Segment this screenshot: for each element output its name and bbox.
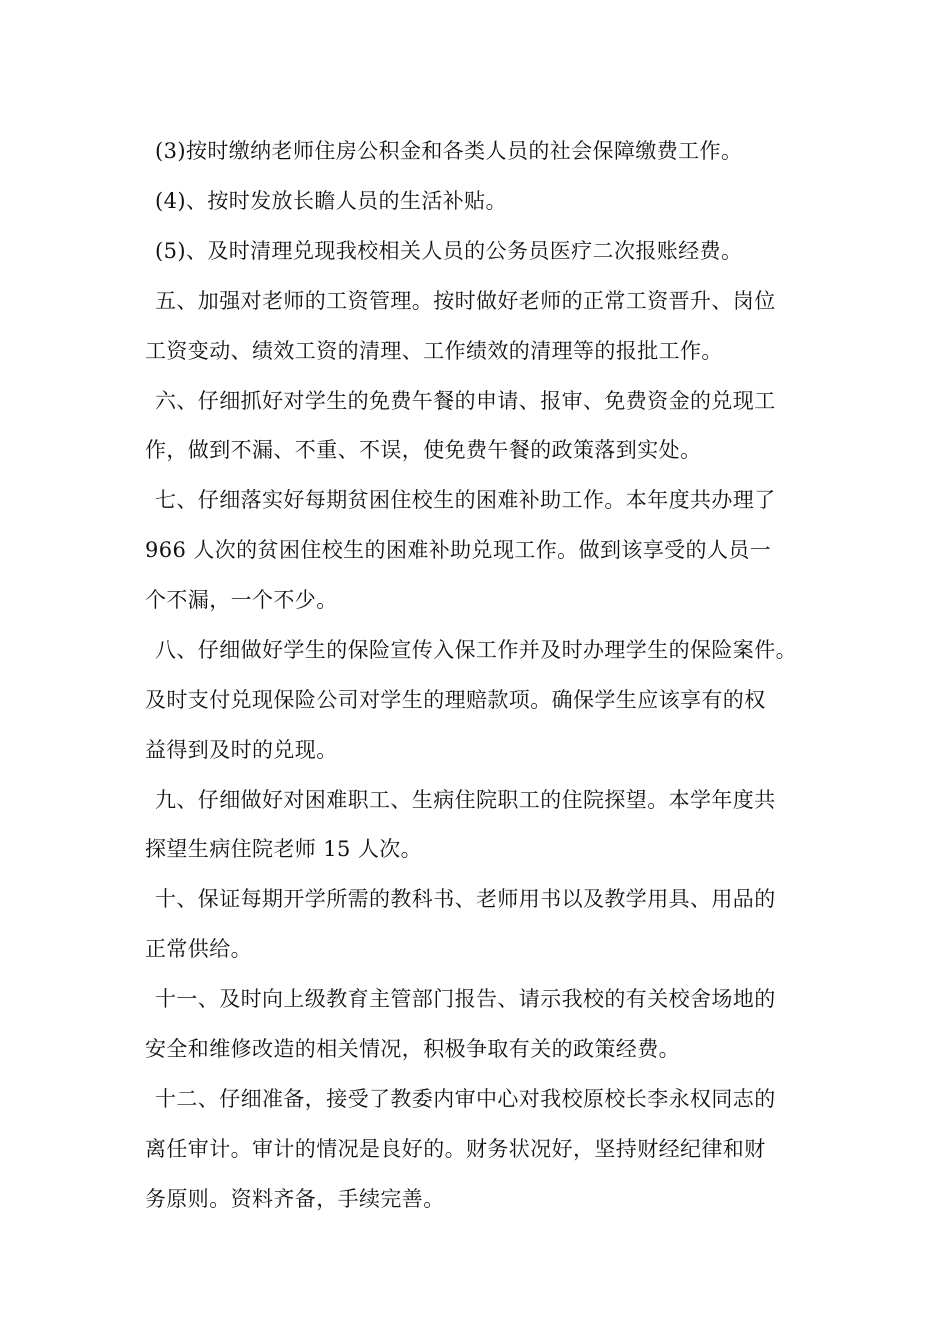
text-line-20: 十二、仔细准备，接受了教委内审中心对我校原校长李永权同志的 [155, 1087, 776, 1111]
text-line-18: 十一、及时向上级教育主管部门报告、请示我校的有关校舍场地的 [155, 987, 776, 1011]
text-line-12: 及时支付兑现保险公司对学生的理赔款项。确保学生应该享有的权 [145, 688, 766, 712]
text-line-8: 七、仔细落实好每期贫困住校生的困难补助工作。本年度共办理了 [155, 488, 776, 512]
text-line-1: (3)按时缴纳老师住房公积金和各类人员的社会保障缴费工作。 [155, 139, 743, 163]
text-line-21: 离任审计。审计的情况是良好的。财务状况好，坚持财经纪律和财 [145, 1137, 766, 1161]
text-line-4: 五、加强对老师的工资管理。按时做好老师的正常工资晋升、岗位 [155, 289, 776, 313]
text-line-7: 作，做到不漏、不重、不误，使免费午餐的政策落到实处。 [145, 438, 702, 462]
text-line-22: 务原则。资料齐备，手续完善。 [145, 1187, 445, 1211]
text-line-17: 正常供给。 [145, 937, 252, 961]
text-line-9: 966 人次的贫困住校生的困难补助兑现工作。做到该享受的人员一 [145, 538, 772, 562]
text-line-3: (5)、及时清理兑现我校相关人员的公务员医疗二次报账经费。 [155, 239, 743, 263]
text-line-13: 益得到及时的兑现。 [145, 738, 338, 762]
text-line-5: 工资变动、绩效工资的清理、工作绩效的清理等的报批工作。 [145, 339, 723, 363]
text-line-15: 探望生病住院老师 15 人次。 [145, 837, 423, 861]
text-line-2: (4)、按时发放长瞻人员的生活补贴。 [155, 189, 507, 213]
text-line-19: 安全和维修改造的相关情况，积极争取有关的政策经费。 [145, 1037, 680, 1061]
text-line-6: 六、仔细抓好对学生的免费午餐的申请、报审、免费资金的兑现工 [155, 389, 776, 413]
text-line-11: 八、仔细做好学生的保险宣传入保工作并及时办理学生的保险案件。 [155, 638, 797, 662]
text-line-16: 十、保证每期开学所需的教科书、老师用书以及教学用具、用品的 [155, 887, 776, 911]
text-line-10: 个不漏，一个不少。 [145, 588, 338, 612]
text-line-14: 九、仔细做好对困难职工、生病住院职工的住院探望。本学年度共 [155, 788, 776, 812]
